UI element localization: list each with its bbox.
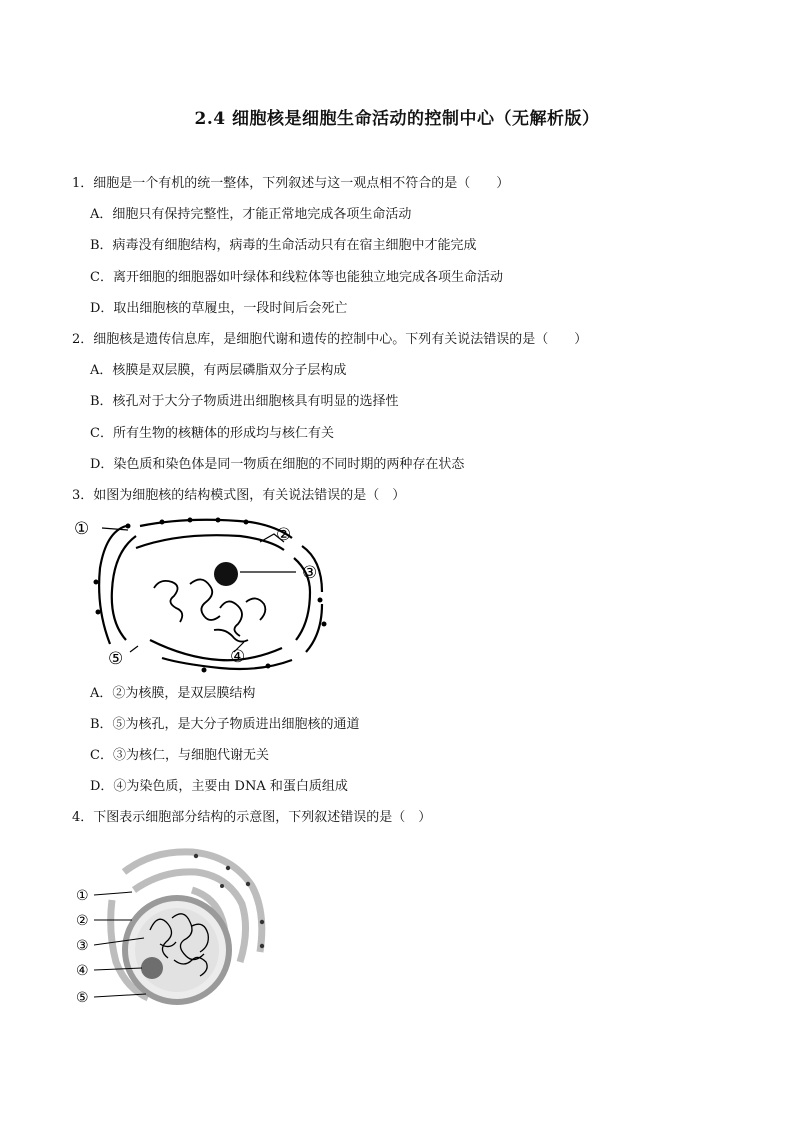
figure-4-label-3: ③ <box>76 938 89 954</box>
nucleus-structure-diagram <box>70 512 340 674</box>
figure-4-label-4: ④ <box>76 963 89 979</box>
question-2-stem: 2．细胞核是遗传信息库，是细胞代谢和遗传的控制中心。下列有关说法错误的是（ ） <box>72 332 588 347</box>
cell-structure-diagram <box>72 842 277 1012</box>
question-2-option-a: A．核膜是双层膜，有两层磷脂双分子层构成 <box>90 363 347 378</box>
figure-4-label-1: ① <box>76 888 89 904</box>
question-1-option-c: C．离开细胞的细胞器如叶绿体和线粒体等也能独立地完成各项生命活动 <box>90 270 503 285</box>
question-1-option-b: B．病毒没有细胞结构，病毒的生命活动只有在宿主细胞中才能完成 <box>90 238 477 253</box>
question-1-stem: 1．细胞是一个有机的统一整体，下列叙述与这一观点相不符合的是（ ） <box>72 176 510 191</box>
page-title: 2.4 细胞核是细胞生命活动的控制中心（无解析版） <box>194 109 600 129</box>
question-3-option-c: C．③为核仁，与细胞代谢无关 <box>90 748 269 763</box>
question-2-option-c: C．所有生物的核糖体的形成均与核仁有关 <box>90 426 334 441</box>
question-2-option-d: D．染色质和染色体是同一物质在细胞的不同时期的两种存在状态 <box>90 457 465 472</box>
question-1-option-a: A．细胞只有保持完整性，才能正常地完成各项生命活动 <box>90 207 412 222</box>
figure-3-label-3: ③ <box>302 563 318 583</box>
question-2-option-b: B．核孔对于大分子物质进出细胞核具有明显的选择性 <box>90 394 399 409</box>
figure-4-label-5: ⑤ <box>76 990 89 1006</box>
figure-3-label-1: ① <box>74 519 90 539</box>
question-1-option-d: D．取出细胞核的草履虫，一段时间后会死亡 <box>90 301 348 316</box>
figure-4-label-2: ② <box>76 913 89 929</box>
figure-3-label-5: ⑤ <box>108 649 124 669</box>
figure-3-label-2: ② <box>276 525 292 545</box>
question-3-option-d: D．④为染色质，主要由 DNA 和蛋白质组成 <box>90 779 348 794</box>
question-4-stem: 4．下图表示细胞部分结构的示意图，下列叙述错误的是（ ） <box>72 810 432 825</box>
question-3-stem: 3．如图为细胞核的结构模式图，有关说法错误的是（ ） <box>72 488 406 503</box>
figure-3-label-4: ④ <box>230 647 246 667</box>
question-3-option-b: B．⑤为核孔，是大分子物质进出细胞核的通道 <box>90 717 360 732</box>
question-3-option-a: A．②为核膜，是双层膜结构 <box>90 686 256 701</box>
